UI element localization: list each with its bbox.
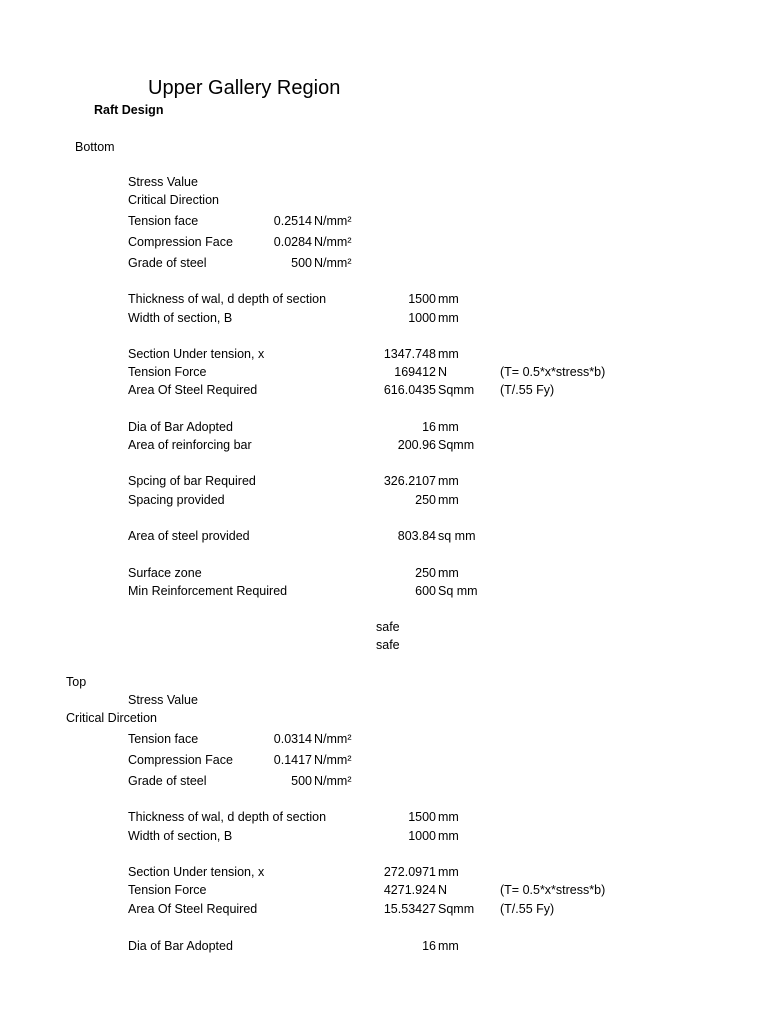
bottom-section-tension-value: 1347.748 xyxy=(383,347,436,361)
top-tension-force-note: (T= 0.5*x*stress*b) xyxy=(500,883,606,897)
top-area-steel-required-value: 15.53427 xyxy=(383,902,436,916)
bottom-grade-steel-label: Grade of steel xyxy=(128,256,207,270)
bottom-tension-force-value: 169412 xyxy=(394,365,436,379)
bottom-area-steel-required-note: (T/.55 Fy) xyxy=(500,383,555,397)
bottom-surface-zone-value: 250 xyxy=(415,566,436,580)
bottom-spacing-provided-label: Spacing provided xyxy=(128,493,225,507)
top-tension-force-label: Tension Force xyxy=(128,883,207,897)
bottom-tension-face-value: 0.2514 xyxy=(273,214,312,228)
top-dia-bar-unit: mm xyxy=(438,939,459,953)
top-area-steel-required-unit: Sqmm xyxy=(438,902,475,916)
top-section-tension-value: 272.0971 xyxy=(383,865,436,879)
top-compression-face-value: 0.1417 xyxy=(273,753,312,767)
bottom-min-reinforcement-value: 600 xyxy=(415,584,436,598)
bottom-width-label: Width of section, B xyxy=(128,311,233,325)
bottom-grade-steel-unit: N/mm² xyxy=(314,256,352,270)
bottom-surface-zone-label: Surface zone xyxy=(128,566,202,580)
top-area-steel-required-label: Area Of Steel Required xyxy=(128,902,258,916)
bottom-area-bar-value: 200.96 xyxy=(397,438,436,452)
top-tension-force-unit: N xyxy=(438,883,448,897)
bottom-thickness-label: Thickness of wal, d depth of section xyxy=(128,292,327,306)
top-tension-face-value: 0.0314 xyxy=(273,732,312,746)
bottom-critical-direction-label: Critical Direction xyxy=(128,193,219,207)
top-grade-steel-label: Grade of steel xyxy=(128,774,207,788)
bottom-grade-steel-value: 500 xyxy=(291,256,312,270)
top-thickness-unit: mm xyxy=(438,810,459,824)
section-heading-bottom: Bottom xyxy=(75,140,115,154)
top-dia-bar-label: Dia of Bar Adopted xyxy=(128,939,233,953)
bottom-compression-face-value: 0.0284 xyxy=(273,235,312,249)
top-width-label: Width of section, B xyxy=(128,829,233,843)
bottom-compression-face-label: Compression Face xyxy=(128,235,233,249)
bottom-area-bar-label: Area of reinforcing bar xyxy=(128,438,252,452)
bottom-surface-zone-unit: mm xyxy=(438,566,459,580)
bottom-spacing-provided-unit: mm xyxy=(438,493,459,507)
bottom-tension-force-label: Tension Force xyxy=(128,365,207,379)
top-area-steel-required-note: (T/.55 Fy) xyxy=(500,902,555,916)
bottom-area-steel-provided-value: 803.84 xyxy=(397,529,436,543)
bottom-check-result-2: safe xyxy=(376,638,400,652)
bottom-spacing-provided-value: 250 xyxy=(415,493,436,507)
top-thickness-value: 1500 xyxy=(408,810,436,824)
bottom-dia-bar-value: 16 xyxy=(422,420,436,434)
top-stress-value-label: Stress Value xyxy=(128,693,198,707)
top-tension-force-value: 4271.924 xyxy=(383,883,436,897)
bottom-width-value: 1000 xyxy=(408,311,436,325)
bottom-area-steel-required-value: 616.0435 xyxy=(383,383,436,397)
bottom-area-steel-provided-unit: sq mm xyxy=(438,529,476,543)
bottom-spacing-required-label: Spcing of bar Required xyxy=(128,474,256,488)
bottom-min-reinforcement-unit: Sq mm xyxy=(438,584,478,598)
top-dia-bar-value: 16 xyxy=(422,939,436,953)
bottom-area-steel-provided-label: Area of steel provided xyxy=(128,529,250,543)
bottom-spacing-required-value: 326.2107 xyxy=(383,474,436,488)
top-width-value: 1000 xyxy=(408,829,436,843)
bottom-dia-bar-label: Dia of Bar Adopted xyxy=(128,420,233,434)
bottom-tension-force-unit: N xyxy=(438,365,448,379)
bottom-tension-face-label: Tension face xyxy=(128,214,199,228)
bottom-area-steel-required-unit: Sqmm xyxy=(438,383,475,397)
bottom-min-reinforcement-label: Min Reinforcement Required xyxy=(128,584,288,598)
bottom-section-tension-label: Section Under tension, x xyxy=(128,347,265,361)
top-section-tension-unit: mm xyxy=(438,865,459,879)
bottom-stress-value-label: Stress Value xyxy=(128,175,198,189)
bottom-width-unit: mm xyxy=(438,311,459,325)
bottom-section-tension-unit: mm xyxy=(438,347,459,361)
top-tension-face-unit: N/mm² xyxy=(314,732,352,746)
bottom-spacing-required-unit: mm xyxy=(438,474,459,488)
section-heading-top: Top xyxy=(66,675,87,689)
top-compression-face-label: Compression Face xyxy=(128,753,233,767)
top-compression-face-unit: N/mm² xyxy=(314,753,352,767)
bottom-dia-bar-unit: mm xyxy=(438,420,459,434)
page-title: Upper Gallery Region xyxy=(148,77,341,99)
top-section-tension-label: Section Under tension, x xyxy=(128,865,265,879)
bottom-thickness-unit: mm xyxy=(438,292,459,306)
bottom-area-bar-unit: Sqmm xyxy=(438,438,475,452)
top-grade-steel-unit: N/mm² xyxy=(314,774,352,788)
top-critical-direction-label: Critical Dircetion xyxy=(66,711,157,725)
top-grade-steel-value: 500 xyxy=(291,774,312,788)
top-width-unit: mm xyxy=(438,829,459,843)
top-tension-face-label: Tension face xyxy=(128,732,199,746)
bottom-area-steel-required-label: Area Of Steel Required xyxy=(128,383,258,397)
bottom-compression-face-unit: N/mm² xyxy=(314,235,352,249)
bottom-thickness-value: 1500 xyxy=(408,292,436,306)
bottom-tension-force-note: (T= 0.5*x*stress*b) xyxy=(500,365,606,379)
page-subtitle: Raft Design xyxy=(94,103,164,117)
bottom-check-result-1: safe xyxy=(376,620,400,634)
top-thickness-label: Thickness of wal, d depth of section xyxy=(128,810,327,824)
bottom-tension-face-unit: N/mm² xyxy=(314,214,352,228)
